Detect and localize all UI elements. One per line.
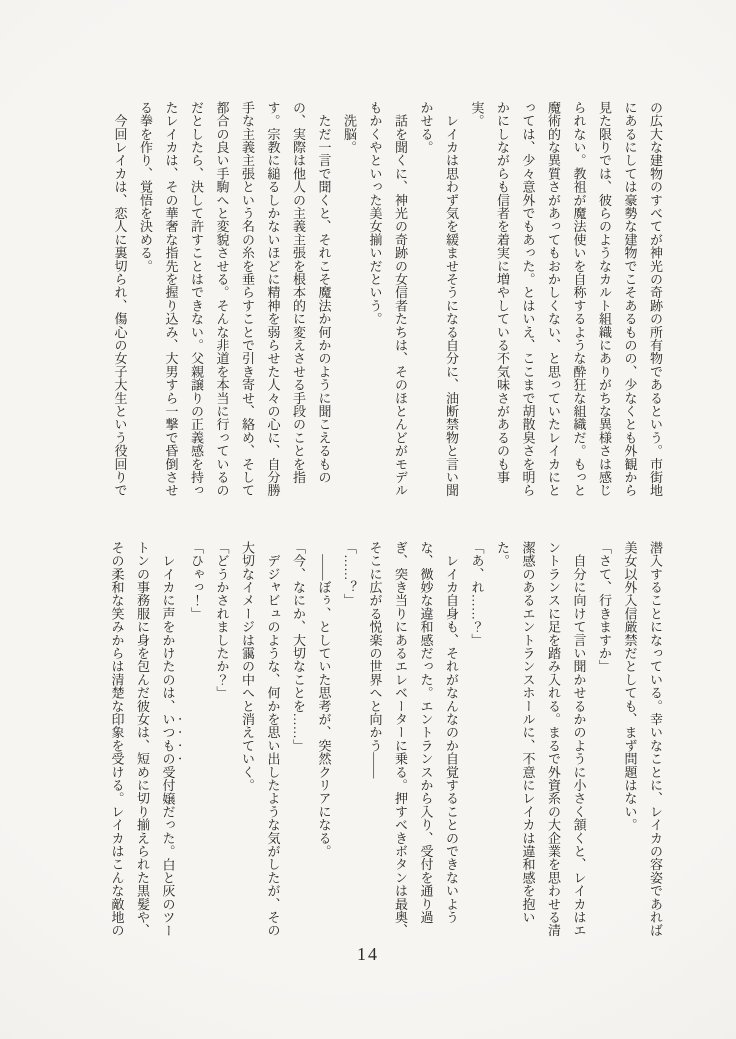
text-segment: 受付嬢だった。白と灰のツー [160,765,176,938]
text-line: 実。 [469,101,485,128]
text-line: レイカは思わず気を緩ませそうになる自分に、油断禁物と言い聞 [444,101,459,497]
text-line: かせる。 [418,101,434,154]
text-line: す。宗教に縋るしかないほどに精神を弱らせた人々の心に、自分勝 [265,101,281,497]
text-line: トンの事務服に身を包んだ彼女は、短めに切り揃えられた黒髪や、 [135,541,150,937]
text-line: 洗脳。 [342,101,357,154]
text-line: レイカ自身も、それがなんなのか自覚することのできないよう [444,541,459,924]
text-line: っては、少々意外でもあった。とはいえ、ここまで胡散臭さを明ら [520,101,536,497]
text-line: その柔和な笑みからは清楚な印象を受ける。レイカはこんな敵地の [109,541,125,937]
upper-text-block [107,101,668,497]
text-line: の広大な建物のすべてが神光の奇跡の所有物であるという。市街地 [648,101,663,497]
text-line: た。 [495,541,510,568]
page-number: 14 [357,944,379,964]
text-line: 「どうかされましたか？」 [214,541,230,700]
text-line: 都合の良い手駒へと変貌させる。そんな非道を本当に行っているの [214,101,230,497]
text-line: ぎ、突き当りにあるエレベーターに乗る。押すべきボタンは最奥、 [393,541,408,937]
text-line: かにしながらも信者を着実に増やしている不気味さがあるのも事 [495,101,510,484]
text-line: 見た限りでは、彼らのようなカルト組織にありがちな異様さは感じ [597,101,612,497]
text-line: にあるにしては豪勢な建物でこそあるものの、少なくとも外観から [622,101,638,497]
text-line: 「さて、行きますか」 [597,541,612,673]
text-line: の、実際は他人の主義主張を根本的に変えさせる手段のことを指 [291,101,306,484]
text-line: もかくやといった美女揃いだという。 [367,101,383,326]
text-line: ただ一言で聞くと、それこそ魔法か何かのように聞こえるもの [316,101,332,484]
text-line: る拳を作り、覚悟を決める。 [138,101,153,273]
text-line: 魔術的な異質さがあってもおかしくない、と思っていたレイカにと [546,101,561,497]
text-line: そこに広がる悦楽の世界へと向かう―― [367,541,383,779]
text-line: ントランスに足を踏み入れる。まるで外資系の大企業を思わせる清 [546,541,561,937]
text-line: な、微妙な違和感だった。エントランスから入り、受付を通り過 [418,541,434,924]
text-line: 話を聞くに、神光の奇跡の女信者たちは、そのほとんどがモデル [393,101,408,497]
emphasized-text: いつもの [160,712,176,766]
text-line: 大切なイメージは靄の中へと消えていく。 [240,541,255,792]
text-line: 手な主義主張という名の糸を垂らすことで引き寄せ、絡め、そして [240,101,255,497]
text-line: 「あ、れ……？」 [469,541,485,647]
text-line: デジャビュのような、何かを思い出したような気がしたが、その [265,541,281,937]
lower-text-block [104,541,668,938]
text-line: たレイカは、その華奢な指先を握り込み、大男すら一撃で昏倒させ [163,101,179,497]
text-line: 「ひゃっ！」 [189,541,204,621]
text-line [155,541,184,938]
text-line: 今回レイカは、恋人に裏切られ、傷心の女子大生という役回りで [112,101,128,497]
text-line: 潜入することになっている。幸いなことに、レイカの容姿であれば [648,541,663,937]
text-line: 「……？」 [342,541,357,607]
text-line: 「今、なにか、大切なことを……」 [291,541,306,753]
text-line: 自分に向けて言い聞かせるかのように小さく頷くと、レイカはエ [571,541,587,937]
text-line: ――ぼぅ、としていた思考が、突然クリアになる。 [316,541,332,858]
text-line: 美女以外入信厳禁だとしても、まず問題はない。 [622,541,638,832]
text-line: だとしたら、決して許すことはできない。父親譲りの正義感を持っ [189,101,204,497]
text-segment: レイカに声をかけたのは、 [160,541,176,713]
text-line: 潔感のあるエントランスホールに、不意にレイカは違和感を抱い [520,541,536,924]
text-line: られない。教祖が魔法使いを自称するような酔狂な組織だ。もっと [571,101,587,497]
